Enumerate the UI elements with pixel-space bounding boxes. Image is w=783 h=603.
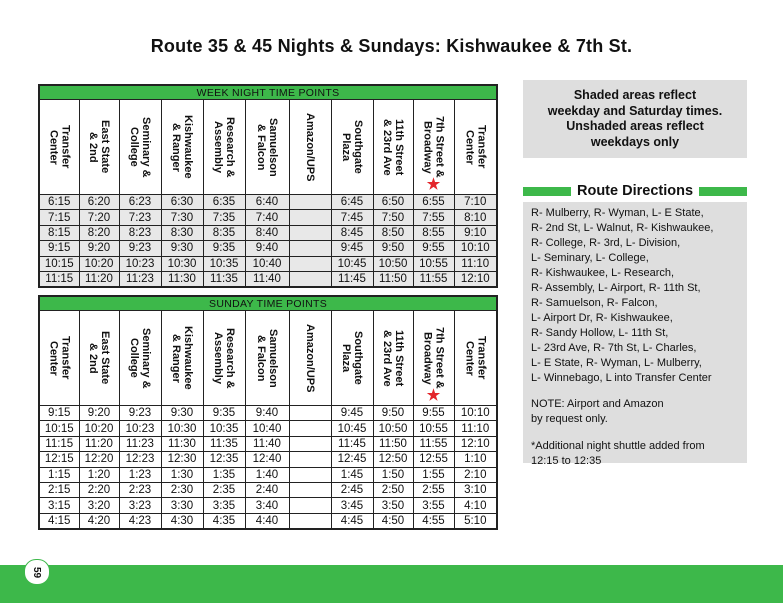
time-cell: 8:20 xyxy=(79,225,119,240)
time-cell: 4:55 xyxy=(413,513,454,529)
time-cell: 1:23 xyxy=(119,467,161,482)
time-cell: 3:10 xyxy=(454,482,497,497)
table-row xyxy=(39,467,497,482)
time-cell: 10:30 xyxy=(161,421,203,436)
sunday-banner: SUNDAY TIME POINTS xyxy=(39,296,497,311)
time-cell: 8:30 xyxy=(161,225,203,240)
time-cell: 10:35 xyxy=(203,421,245,436)
route-directions-heading xyxy=(523,183,747,199)
time-cell: 7:30 xyxy=(161,210,203,225)
time-cell: 3:50 xyxy=(373,498,413,513)
time-cell: 8:23 xyxy=(119,225,161,240)
time-cell: 10:55 xyxy=(413,256,454,271)
time-cell: 4:50 xyxy=(373,513,413,529)
time-cell: 9:23 xyxy=(119,241,161,256)
time-cell: 6:50 xyxy=(373,195,413,210)
request-note: NOTE: Airport and Amazon by request only. xyxy=(531,398,664,425)
column-header-label: Southgate Plaza xyxy=(340,331,364,385)
column-header-label: Transfer Center xyxy=(463,125,488,169)
time-cell: 6:15 xyxy=(39,195,79,210)
column-header xyxy=(413,311,454,406)
column-header-label: 11th Street & 23rd Ave xyxy=(381,329,405,387)
time-cell: 8:45 xyxy=(331,225,373,240)
column-header xyxy=(454,100,497,195)
table-row xyxy=(39,421,497,436)
time-cell: 12:10 xyxy=(454,436,497,451)
column-header-label: Research & Assembly xyxy=(212,327,236,389)
time-cell: 7:45 xyxy=(331,210,373,225)
heading-bar-right xyxy=(699,187,747,196)
time-cell: 2:50 xyxy=(373,482,413,497)
time-cell: 2:10 xyxy=(454,467,497,482)
time-cell: 3:55 xyxy=(413,498,454,513)
time-cell xyxy=(289,467,331,482)
column-header xyxy=(119,100,161,195)
column-header xyxy=(289,100,331,195)
time-cell: 4:45 xyxy=(331,513,373,529)
time-cell: 9:30 xyxy=(161,406,203,421)
time-cell: 6:35 xyxy=(203,195,245,210)
time-cell xyxy=(289,195,331,210)
time-cell: 11:15 xyxy=(39,436,79,451)
time-cell xyxy=(289,421,331,436)
time-cell xyxy=(289,241,331,256)
time-cell: 12:45 xyxy=(331,452,373,467)
time-cell: 8:10 xyxy=(454,210,497,225)
time-cell: 11:30 xyxy=(161,271,203,287)
sunday-body xyxy=(39,406,497,530)
time-cell: 10:10 xyxy=(454,406,497,421)
time-cell: 11:40 xyxy=(245,436,289,451)
time-cell: 7:40 xyxy=(245,210,289,225)
time-cell: 10:10 xyxy=(454,241,497,256)
time-cell: 2:15 xyxy=(39,482,79,497)
column-header-label: East State & 2nd xyxy=(87,331,111,385)
column-header xyxy=(331,100,373,195)
table-row xyxy=(39,225,497,240)
time-cell: 9:50 xyxy=(373,406,413,421)
time-cell: 4:20 xyxy=(79,513,119,529)
time-cell: 10:50 xyxy=(373,256,413,271)
time-cell: 10:45 xyxy=(331,256,373,271)
shading-legend-box xyxy=(523,80,747,158)
column-header xyxy=(245,311,289,406)
time-cell: 9:55 xyxy=(413,241,454,256)
direction-line: L- E State, R- Wyman, L- Mulberry, xyxy=(531,357,702,369)
time-cell: 9:40 xyxy=(245,241,289,256)
column-header xyxy=(373,311,413,406)
time-cell: 10:35 xyxy=(203,256,245,271)
time-cell: 6:40 xyxy=(245,195,289,210)
time-cell: 4:35 xyxy=(203,513,245,529)
column-header-label: Research & Assembly xyxy=(212,116,236,178)
column-header xyxy=(289,311,331,406)
time-cell: 7:35 xyxy=(203,210,245,225)
time-cell: 11:50 xyxy=(373,271,413,287)
time-cell: 6:20 xyxy=(79,195,119,210)
time-cell: 9:35 xyxy=(203,406,245,421)
shuttle-note: *Additional night shuttle added from 12:15 to 12:35 xyxy=(531,440,705,467)
column-header-label: Southgate Plaza xyxy=(340,120,364,174)
time-cell: 8:40 xyxy=(245,225,289,240)
table-row xyxy=(39,452,497,467)
column-header-label: Amazon/UPS xyxy=(304,323,316,393)
column-header-label: Samuelson & Falcon xyxy=(255,328,279,388)
time-cell: 4:23 xyxy=(119,513,161,529)
time-cell xyxy=(289,482,331,497)
table-row xyxy=(39,210,497,225)
footer-bar xyxy=(0,565,783,603)
column-header-label: Kishwaukee & Ranger xyxy=(170,115,194,179)
time-cell: 10:20 xyxy=(79,421,119,436)
column-header xyxy=(373,100,413,195)
time-cell: 10:55 xyxy=(413,421,454,436)
time-cell: 6:45 xyxy=(331,195,373,210)
time-cell: 10:40 xyxy=(245,256,289,271)
time-cell: 1:15 xyxy=(39,467,79,482)
time-cell: 2:30 xyxy=(161,482,203,497)
time-cell: 4:30 xyxy=(161,513,203,529)
time-cell: 11:55 xyxy=(413,436,454,451)
column-header xyxy=(39,311,79,406)
time-cell: 7:20 xyxy=(79,210,119,225)
time-cell: 12:10 xyxy=(454,271,497,287)
column-header xyxy=(79,311,119,406)
time-cell: 1:30 xyxy=(161,467,203,482)
column-header xyxy=(79,100,119,195)
time-cell: 4:40 xyxy=(245,513,289,529)
direction-line: R- Mulberry, R- Wyman, L- E State, xyxy=(531,207,704,219)
time-cell: 9:30 xyxy=(161,241,203,256)
time-cell: 10:50 xyxy=(373,421,413,436)
table-row xyxy=(39,498,497,513)
time-cell: 10:20 xyxy=(79,256,119,271)
week-night-schedule-table xyxy=(38,84,498,288)
direction-line: R- College, R- 3rd, L- Division, xyxy=(531,237,681,249)
week-night-body xyxy=(39,195,497,288)
time-cell: 7:15 xyxy=(39,210,79,225)
time-cell: 1:10 xyxy=(454,452,497,467)
time-cell: 7:23 xyxy=(119,210,161,225)
table-row xyxy=(39,513,497,529)
page-number: 59 xyxy=(31,566,43,578)
time-cell: 2:23 xyxy=(119,482,161,497)
column-header xyxy=(245,100,289,195)
time-cell: 9:45 xyxy=(331,406,373,421)
star-icon: ★ xyxy=(426,176,441,193)
direction-line: L- Seminary, L- College, xyxy=(531,252,649,264)
table-row xyxy=(39,482,497,497)
time-cell: 9:10 xyxy=(454,225,497,240)
time-cell: 3:30 xyxy=(161,498,203,513)
time-cell: 11:40 xyxy=(245,271,289,287)
table-row xyxy=(39,241,497,256)
time-cell: 2:55 xyxy=(413,482,454,497)
time-cell: 6:23 xyxy=(119,195,161,210)
time-cell: 7:10 xyxy=(454,195,497,210)
time-cell: 11:15 xyxy=(39,271,79,287)
column-header xyxy=(203,100,245,195)
table-row xyxy=(39,406,497,421)
time-cell: 3:45 xyxy=(331,498,373,513)
direction-line: L- 23rd Ave, R- 7th St, L- Charles, xyxy=(531,342,697,354)
time-cell: 5:10 xyxy=(454,513,497,529)
column-header-label: Seminary & College xyxy=(128,327,152,389)
time-cell: 12:40 xyxy=(245,452,289,467)
route-directions-list xyxy=(531,206,739,386)
time-cell: 1:55 xyxy=(413,467,454,482)
time-cell xyxy=(289,256,331,271)
time-cell: 1:45 xyxy=(331,467,373,482)
time-cell: 11:45 xyxy=(331,271,373,287)
time-cell: 11:10 xyxy=(454,421,497,436)
star-icon: ★ xyxy=(426,387,441,404)
direction-line: L- Airport Dr, R- Kishwaukee, xyxy=(531,312,673,324)
time-cell: 12:35 xyxy=(203,452,245,467)
time-cell: 4:10 xyxy=(454,498,497,513)
week-night-header-row xyxy=(39,100,497,195)
time-cell: 3:35 xyxy=(203,498,245,513)
time-cell xyxy=(289,406,331,421)
table-row xyxy=(39,256,497,271)
time-cell: 10:40 xyxy=(245,421,289,436)
time-cell: 7:50 xyxy=(373,210,413,225)
sunday-header-row xyxy=(39,311,497,406)
time-cell: 9:40 xyxy=(245,406,289,421)
time-cell: 6:55 xyxy=(413,195,454,210)
time-cell: 2:20 xyxy=(79,482,119,497)
time-cell: 9:15 xyxy=(39,241,79,256)
time-cell: 9:20 xyxy=(79,406,119,421)
column-header-label: East State & 2nd xyxy=(87,120,111,174)
column-header xyxy=(413,100,454,195)
time-cell: 9:55 xyxy=(413,406,454,421)
time-cell: 11:20 xyxy=(79,271,119,287)
column-header-label: Transfer Center xyxy=(463,336,488,380)
route-directions-box xyxy=(523,202,747,467)
time-cell: 3:20 xyxy=(79,498,119,513)
time-cell: 12:15 xyxy=(39,452,79,467)
time-cell: 9:35 xyxy=(203,241,245,256)
time-cell: 12:50 xyxy=(373,452,413,467)
column-header xyxy=(203,311,245,406)
time-cell: 12:23 xyxy=(119,452,161,467)
shading-legend-text: Shaded areas reflect weekday and Saturday times. Unshaded areas reflect weekdays only xyxy=(547,88,723,149)
time-cell: 1:40 xyxy=(245,467,289,482)
column-header-label: 11th Street & 23rd Ave xyxy=(381,118,405,176)
time-cell: 9:50 xyxy=(373,241,413,256)
time-cell: 9:45 xyxy=(331,241,373,256)
column-header-label: Transfer Center xyxy=(47,125,72,169)
time-cell: 1:20 xyxy=(79,467,119,482)
time-cell xyxy=(289,225,331,240)
time-cell xyxy=(289,513,331,529)
time-cell: 9:20 xyxy=(79,241,119,256)
column-header xyxy=(39,100,79,195)
column-header-label: 7th Street & Broadway xyxy=(421,327,446,389)
time-cell xyxy=(289,271,331,287)
time-cell: 6:30 xyxy=(161,195,203,210)
column-header xyxy=(161,100,203,195)
direction-line: L- Winnebago, L into Transfer Center xyxy=(531,372,712,384)
time-cell: 10:30 xyxy=(161,256,203,271)
time-cell: 3:23 xyxy=(119,498,161,513)
column-header-label: 7th Street & Broadway xyxy=(421,116,446,178)
direction-line: R- Sandy Hollow, L- 11th St, xyxy=(531,327,669,339)
time-cell: 11:35 xyxy=(203,271,245,287)
column-header-label: Kishwaukee & Ranger xyxy=(170,326,194,390)
direction-line: R- 2nd St, L- Walnut, R- Kishwaukee, xyxy=(531,222,714,234)
time-cell: 10:15 xyxy=(39,256,79,271)
week-night-banner: WEEK NIGHT TIME POINTS xyxy=(39,85,497,100)
time-cell: 9:15 xyxy=(39,406,79,421)
time-cell: 3:15 xyxy=(39,498,79,513)
column-header xyxy=(161,311,203,406)
direction-line: R- Kishwaukee, L- Research, xyxy=(531,267,675,279)
time-cell: 11:55 xyxy=(413,271,454,287)
time-cell: 10:15 xyxy=(39,421,79,436)
column-header xyxy=(119,311,161,406)
time-cell: 11:23 xyxy=(119,271,161,287)
column-header-label: Transfer Center xyxy=(47,336,72,380)
time-cell: 12:55 xyxy=(413,452,454,467)
time-cell: 3:40 xyxy=(245,498,289,513)
time-cell: 12:30 xyxy=(161,452,203,467)
time-cell: 11:20 xyxy=(79,436,119,451)
time-cell: 4:15 xyxy=(39,513,79,529)
time-cell: 2:35 xyxy=(203,482,245,497)
column-header-label: Seminary & College xyxy=(128,116,152,178)
time-cell xyxy=(289,452,331,467)
time-cell: 8:15 xyxy=(39,225,79,240)
time-cell xyxy=(289,210,331,225)
time-cell: 8:50 xyxy=(373,225,413,240)
time-cell: 11:50 xyxy=(373,436,413,451)
sunday-schedule-table xyxy=(38,295,498,530)
time-cell: 10:23 xyxy=(119,256,161,271)
heading-bar-left xyxy=(523,187,571,196)
time-cell: 2:40 xyxy=(245,482,289,497)
table-row xyxy=(39,436,497,451)
time-cell: 11:30 xyxy=(161,436,203,451)
time-cell: 10:45 xyxy=(331,421,373,436)
time-cell: 11:35 xyxy=(203,436,245,451)
route-directions-title: Route Directions xyxy=(577,183,694,199)
direction-line: R- Samuelson, R- Falcon, xyxy=(531,297,658,309)
column-header-label: Samuelson & Falcon xyxy=(255,117,279,177)
time-cell: 11:23 xyxy=(119,436,161,451)
time-cell: 8:35 xyxy=(203,225,245,240)
page-number-badge xyxy=(24,559,50,585)
column-header xyxy=(331,311,373,406)
column-header-label: Amazon/UPS xyxy=(304,112,316,182)
time-cell: 2:45 xyxy=(331,482,373,497)
time-cell: 11:10 xyxy=(454,256,497,271)
page-title: Route 35 & 45 Nights & Sundays: Kishwaukee & 7th St. xyxy=(150,36,633,56)
time-cell: 7:55 xyxy=(413,210,454,225)
time-cell: 11:45 xyxy=(331,436,373,451)
table-row xyxy=(39,271,497,287)
column-header xyxy=(454,311,497,406)
time-cell: 8:55 xyxy=(413,225,454,240)
time-cell: 1:50 xyxy=(373,467,413,482)
time-cell: 9:23 xyxy=(119,406,161,421)
time-cell: 1:35 xyxy=(203,467,245,482)
time-cell xyxy=(289,498,331,513)
table-row xyxy=(39,195,497,210)
time-cell: 10:23 xyxy=(119,421,161,436)
time-cell xyxy=(289,436,331,451)
time-cell: 12:20 xyxy=(79,452,119,467)
direction-line: R- Assembly, L- Airport, R- 11th St, xyxy=(531,282,701,294)
